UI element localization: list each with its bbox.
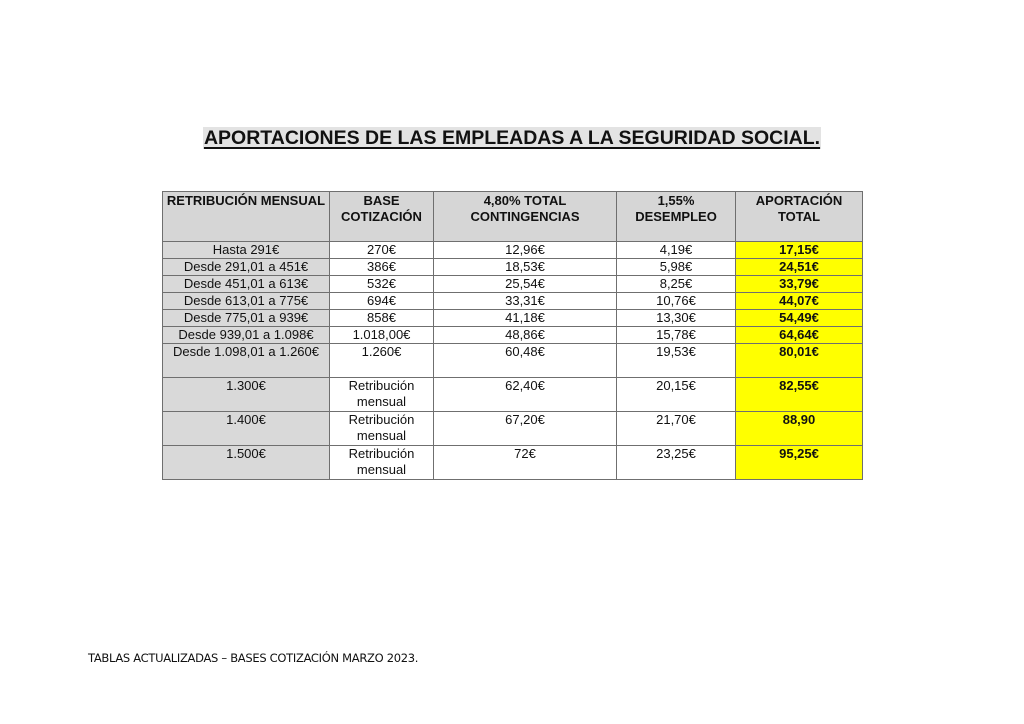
cell-desempleo: 21,70€ bbox=[617, 412, 736, 446]
header-desempleo: 1,55% DESEMPLEO bbox=[617, 192, 736, 242]
cell-desempleo: 13,30€ bbox=[617, 310, 736, 327]
cell-retribucion: Desde 291,01 a 451€ bbox=[163, 259, 330, 276]
cell-desempleo: 10,76€ bbox=[617, 293, 736, 310]
cell-desempleo: 15,78€ bbox=[617, 327, 736, 344]
cell-base: Retribución mensual bbox=[330, 412, 434, 446]
cell-desempleo: 4,19€ bbox=[617, 242, 736, 259]
cell-retribucion: Desde 939,01 a 1.098€ bbox=[163, 327, 330, 344]
table-row bbox=[163, 293, 863, 310]
cell-base: 694€ bbox=[330, 293, 434, 310]
cell-total: 88,90 bbox=[736, 412, 863, 446]
table-row bbox=[163, 378, 863, 412]
cell-total: 24,51€ bbox=[736, 259, 863, 276]
table-row bbox=[163, 259, 863, 276]
cell-contingencias: 60,48€ bbox=[434, 344, 617, 378]
table-row bbox=[163, 276, 863, 293]
cell-retribucion: Desde 1.098,01 a 1.260€ bbox=[163, 344, 330, 378]
header-retribucion: RETRIBUCIÓN MENSUAL bbox=[163, 192, 330, 242]
cell-desempleo: 23,25€ bbox=[617, 446, 736, 480]
header-total: APORTACIÓN TOTAL bbox=[736, 192, 863, 242]
cell-total: 82,55€ bbox=[736, 378, 863, 412]
cell-retribucion: 1.400€ bbox=[163, 412, 330, 446]
cell-contingencias: 67,20€ bbox=[434, 412, 617, 446]
cell-base: Retribución mensual bbox=[330, 378, 434, 412]
cell-contingencias: 12,96€ bbox=[434, 242, 617, 259]
table-header-row bbox=[163, 192, 863, 242]
cell-base: 270€ bbox=[330, 242, 434, 259]
cell-contingencias: 72€ bbox=[434, 446, 617, 480]
cell-contingencias: 33,31€ bbox=[434, 293, 617, 310]
cell-retribucion: Desde 451,01 a 613€ bbox=[163, 276, 330, 293]
cell-total: 44,07€ bbox=[736, 293, 863, 310]
cell-desempleo: 5,98€ bbox=[617, 259, 736, 276]
cell-total: 95,25€ bbox=[736, 446, 863, 480]
table-row bbox=[163, 310, 863, 327]
table-row bbox=[163, 344, 863, 378]
cell-desempleo: 19,53€ bbox=[617, 344, 736, 378]
cell-total: 80,01€ bbox=[736, 344, 863, 378]
cell-retribucion: Desde 775,01 a 939€ bbox=[163, 310, 330, 327]
cell-base: 532€ bbox=[330, 276, 434, 293]
cell-base: 858€ bbox=[330, 310, 434, 327]
cell-desempleo: 20,15€ bbox=[617, 378, 736, 412]
cell-base: 1.260€ bbox=[330, 344, 434, 378]
footer-note: TABLAS ACTUALIZADAS – BASES COTIZACIÓN MARZO 2023. bbox=[88, 651, 419, 665]
cell-retribucion: Desde 613,01 a 775€ bbox=[163, 293, 330, 310]
table-row bbox=[163, 412, 863, 446]
document-title-text: APORTACIONES DE LAS EMPLEADAS A LA SEGURIDAD SOCIAL. bbox=[203, 127, 821, 149]
cell-contingencias: 41,18€ bbox=[434, 310, 617, 327]
table-row bbox=[163, 242, 863, 259]
cell-retribucion: Hasta 291€ bbox=[163, 242, 330, 259]
cell-retribucion: 1.500€ bbox=[163, 446, 330, 480]
contributions-table bbox=[162, 191, 863, 480]
cell-base: Retribución mensual bbox=[330, 446, 434, 480]
cell-total: 54,49€ bbox=[736, 310, 863, 327]
cell-total: 33,79€ bbox=[736, 276, 863, 293]
cell-base: 386€ bbox=[330, 259, 434, 276]
cell-desempleo: 8,25€ bbox=[617, 276, 736, 293]
cell-total: 64,64€ bbox=[736, 327, 863, 344]
cell-retribucion: 1.300€ bbox=[163, 378, 330, 412]
header-base: BASE COTIZACIÓN bbox=[330, 192, 434, 242]
cell-contingencias: 18,53€ bbox=[434, 259, 617, 276]
document-title bbox=[0, 127, 1024, 150]
cell-contingencias: 48,86€ bbox=[434, 327, 617, 344]
cell-base: 1.018,00€ bbox=[330, 327, 434, 344]
cell-contingencias: 25,54€ bbox=[434, 276, 617, 293]
header-contingencias: 4,80% TOTAL CONTINGENCIAS bbox=[434, 192, 617, 242]
table-row bbox=[163, 327, 863, 344]
cell-contingencias: 62,40€ bbox=[434, 378, 617, 412]
table-row bbox=[163, 446, 863, 480]
cell-total: 17,15€ bbox=[736, 242, 863, 259]
